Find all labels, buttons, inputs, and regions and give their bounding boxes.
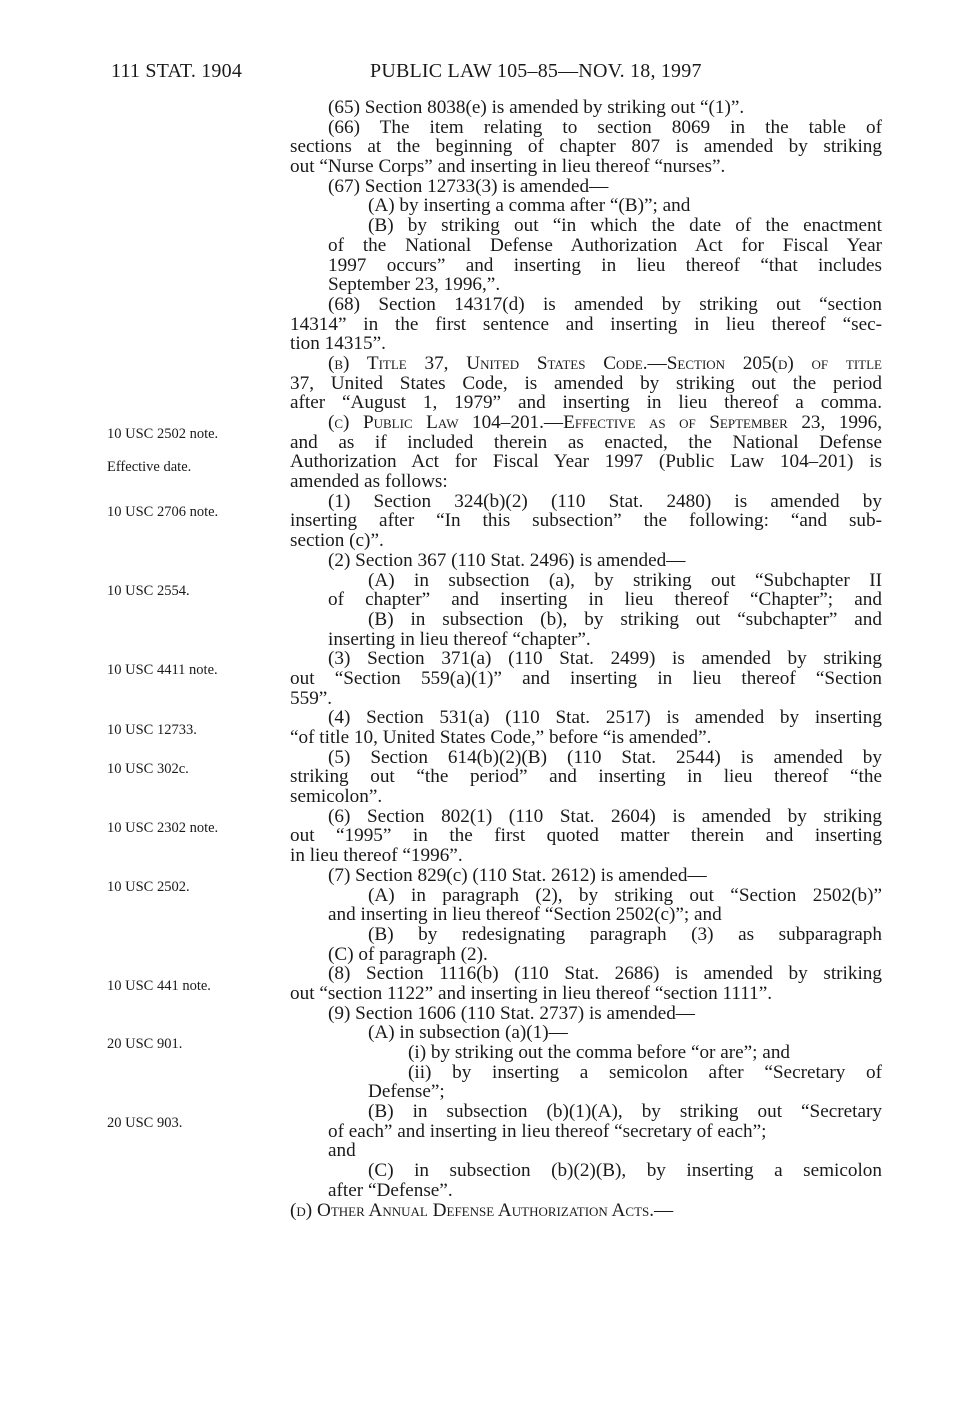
text-line: out “Nurse Corps” and inserting in lieu thereof “nurses”.	[290, 156, 726, 178]
text-line: (i) by striking out the comma before “or are”; and	[408, 1042, 791, 1063]
page-running-title: PUBLIC LAW 105–85—NOV. 18, 1997	[370, 60, 702, 82]
text-line: and inserting in lieu thereof “Section 2502(c)”; and	[328, 904, 722, 926]
text-line: September 23, 1996,”.	[328, 274, 501, 296]
text-line: (B) in subsection (b)(1)(A), by striking out “Secretary	[368, 1101, 882, 1123]
text-line: (1) Section 324(b)(2) (110 Stat. 2480) is amended by	[328, 490, 882, 512]
text-line: semicolon”.	[290, 786, 383, 808]
margin-note: 10 USC 12733.	[107, 722, 197, 738]
text-line: 37, United States Code, is amended by striking out the period	[290, 372, 882, 394]
margin-note: 10 USC 302c.	[107, 761, 189, 777]
margin-note: 20 USC 903.	[107, 1115, 183, 1131]
text-line: inserting in lieu thereof “chapter”.	[328, 628, 591, 650]
text-line: (7) Section 829(c) (110 Stat. 2612) is amended—	[328, 864, 707, 886]
text-line: tion 14315”.	[290, 333, 386, 355]
text-line: of the National Defense Authorization Act for Fiscal Year	[328, 234, 882, 256]
text-line: 559”.	[290, 687, 333, 709]
statute-text	[290, 98, 882, 1220]
text-line: (8) Section 1116(b) (110 Stat. 2686) is amended by striking	[328, 963, 882, 985]
text-line: out “1995” in the first quoted matter therein and inserting	[290, 825, 882, 847]
margin-note: Effective date.	[107, 459, 192, 475]
text-line: section (c)”.	[290, 530, 384, 552]
text-line: (68) Section 14317(d) is amended by striking out “section	[328, 293, 882, 315]
page-stat-reference: 111 STAT. 1904	[111, 60, 243, 82]
text-line: (b) Title 37, United States Code.—Section 205(d) of title	[328, 352, 882, 374]
text-line: (B) by striking out “in which the date of the enactment	[368, 215, 882, 237]
text-line: and as if included therein as enacted, the National Defense	[290, 431, 882, 453]
text-line: in lieu thereof “1996”.	[290, 845, 463, 867]
margin-note: 10 USC 2502.	[107, 879, 190, 895]
text-line: (d) Other Annual Defense Authorization Acts.—	[290, 1199, 674, 1221]
margin-note: 10 USC 441 note.	[107, 978, 211, 994]
text-line: (66) The item relating to section 8069 in the table of	[328, 116, 882, 138]
text-line: out “Section 559(a)(1)” and inserting in lieu thereof “Section	[290, 667, 882, 689]
text-line: (A) in paragraph (2), by striking out “Section 2502(b)”	[368, 884, 882, 906]
text-line: (65) Section 8038(e) is amended by striking out “(1)”.	[328, 97, 745, 118]
text-line: and	[328, 1140, 356, 1162]
text-line: (5) Section 614(b)(2)(B) (110 Stat. 2544) is amended by	[328, 746, 882, 768]
margin-note: 10 USC 2302 note.	[107, 820, 219, 836]
text-line: after “Defense”.	[328, 1179, 453, 1201]
text-line: of each” and inserting in lieu thereof “secretary of each”;	[328, 1120, 767, 1142]
margin-note: 10 USC 2502 note.	[107, 426, 219, 442]
text-line: (67) Section 12733(3) is amended—	[328, 175, 609, 197]
text-line: after “August 1, 1979” and inserting in lieu thereof a comma.	[290, 392, 882, 414]
text-line: (6) Section 802(1) (110 Stat. 2604) is amended by striking	[328, 805, 882, 827]
text-line: inserting after “In this subsection” the following: “and sub-	[290, 510, 882, 532]
text-line: (C) of paragraph (2).	[328, 943, 488, 965]
text-line: 14314” in the first sentence and inserting in lieu thereof “sec-	[290, 313, 882, 335]
margin-note: 10 USC 4411 note.	[107, 662, 218, 678]
text-line: of chapter” and inserting in lieu thereof “Chapter”; and	[328, 589, 882, 611]
text-line: (4) Section 531(a) (110 Stat. 2517) is amended by inserting	[328, 707, 882, 729]
text-line: striking out “the period” and inserting in lieu thereof “the	[290, 766, 882, 788]
text-line: (A) in subsection (a)(1)—	[368, 1022, 568, 1044]
margin-note: 10 USC 2706 note.	[107, 504, 219, 520]
text-line: (9) Section 1606 (110 Stat. 2737) is amended—	[328, 1002, 695, 1024]
text-line: (A) in subsection (a), by striking out “Subchapter II	[368, 569, 882, 591]
text-line: (B) in subsection (b), by striking out “subchapter” and	[368, 608, 882, 630]
text-line: out “section 1122” and inserting in lieu thereof “section 1111”.	[290, 982, 773, 1004]
text-line: Authorization Act for Fiscal Year 1997 (Public Law 104–201) is	[290, 451, 882, 473]
text-line: sections at the beginning of chapter 807 is amended by striking	[290, 136, 882, 158]
text-line: Defense”;	[368, 1081, 445, 1103]
text-line: (C) in subsection (b)(2)(B), by inserting a semicolon	[368, 1160, 882, 1182]
margin-note: 20 USC 901.	[107, 1036, 183, 1052]
text-line: (B) by redesignating paragraph (3) as subparagraph	[368, 923, 882, 945]
text-line: (c) Public Law 104–201.—Effective as of September 23, 1996,	[328, 412, 882, 433]
text-line: “of title 10, United States Code,” before “is amended”.	[290, 727, 712, 748]
text-line: (2) Section 367 (110 Stat. 2496) is amended—	[328, 549, 686, 571]
text-line: amended as follows:	[290, 471, 448, 493]
text-line: (ii) by inserting a semicolon after “Secretary of	[408, 1061, 882, 1083]
text-line: (3) Section 371(a) (110 Stat. 2499) is amended by striking	[328, 648, 882, 670]
margin-note: 10 USC 2554.	[107, 583, 190, 599]
text-line: (A) by inserting a comma after “(B)”; and	[368, 195, 691, 217]
text-line: 1997 occurs” and inserting in lieu thereof “that includes	[328, 254, 882, 276]
